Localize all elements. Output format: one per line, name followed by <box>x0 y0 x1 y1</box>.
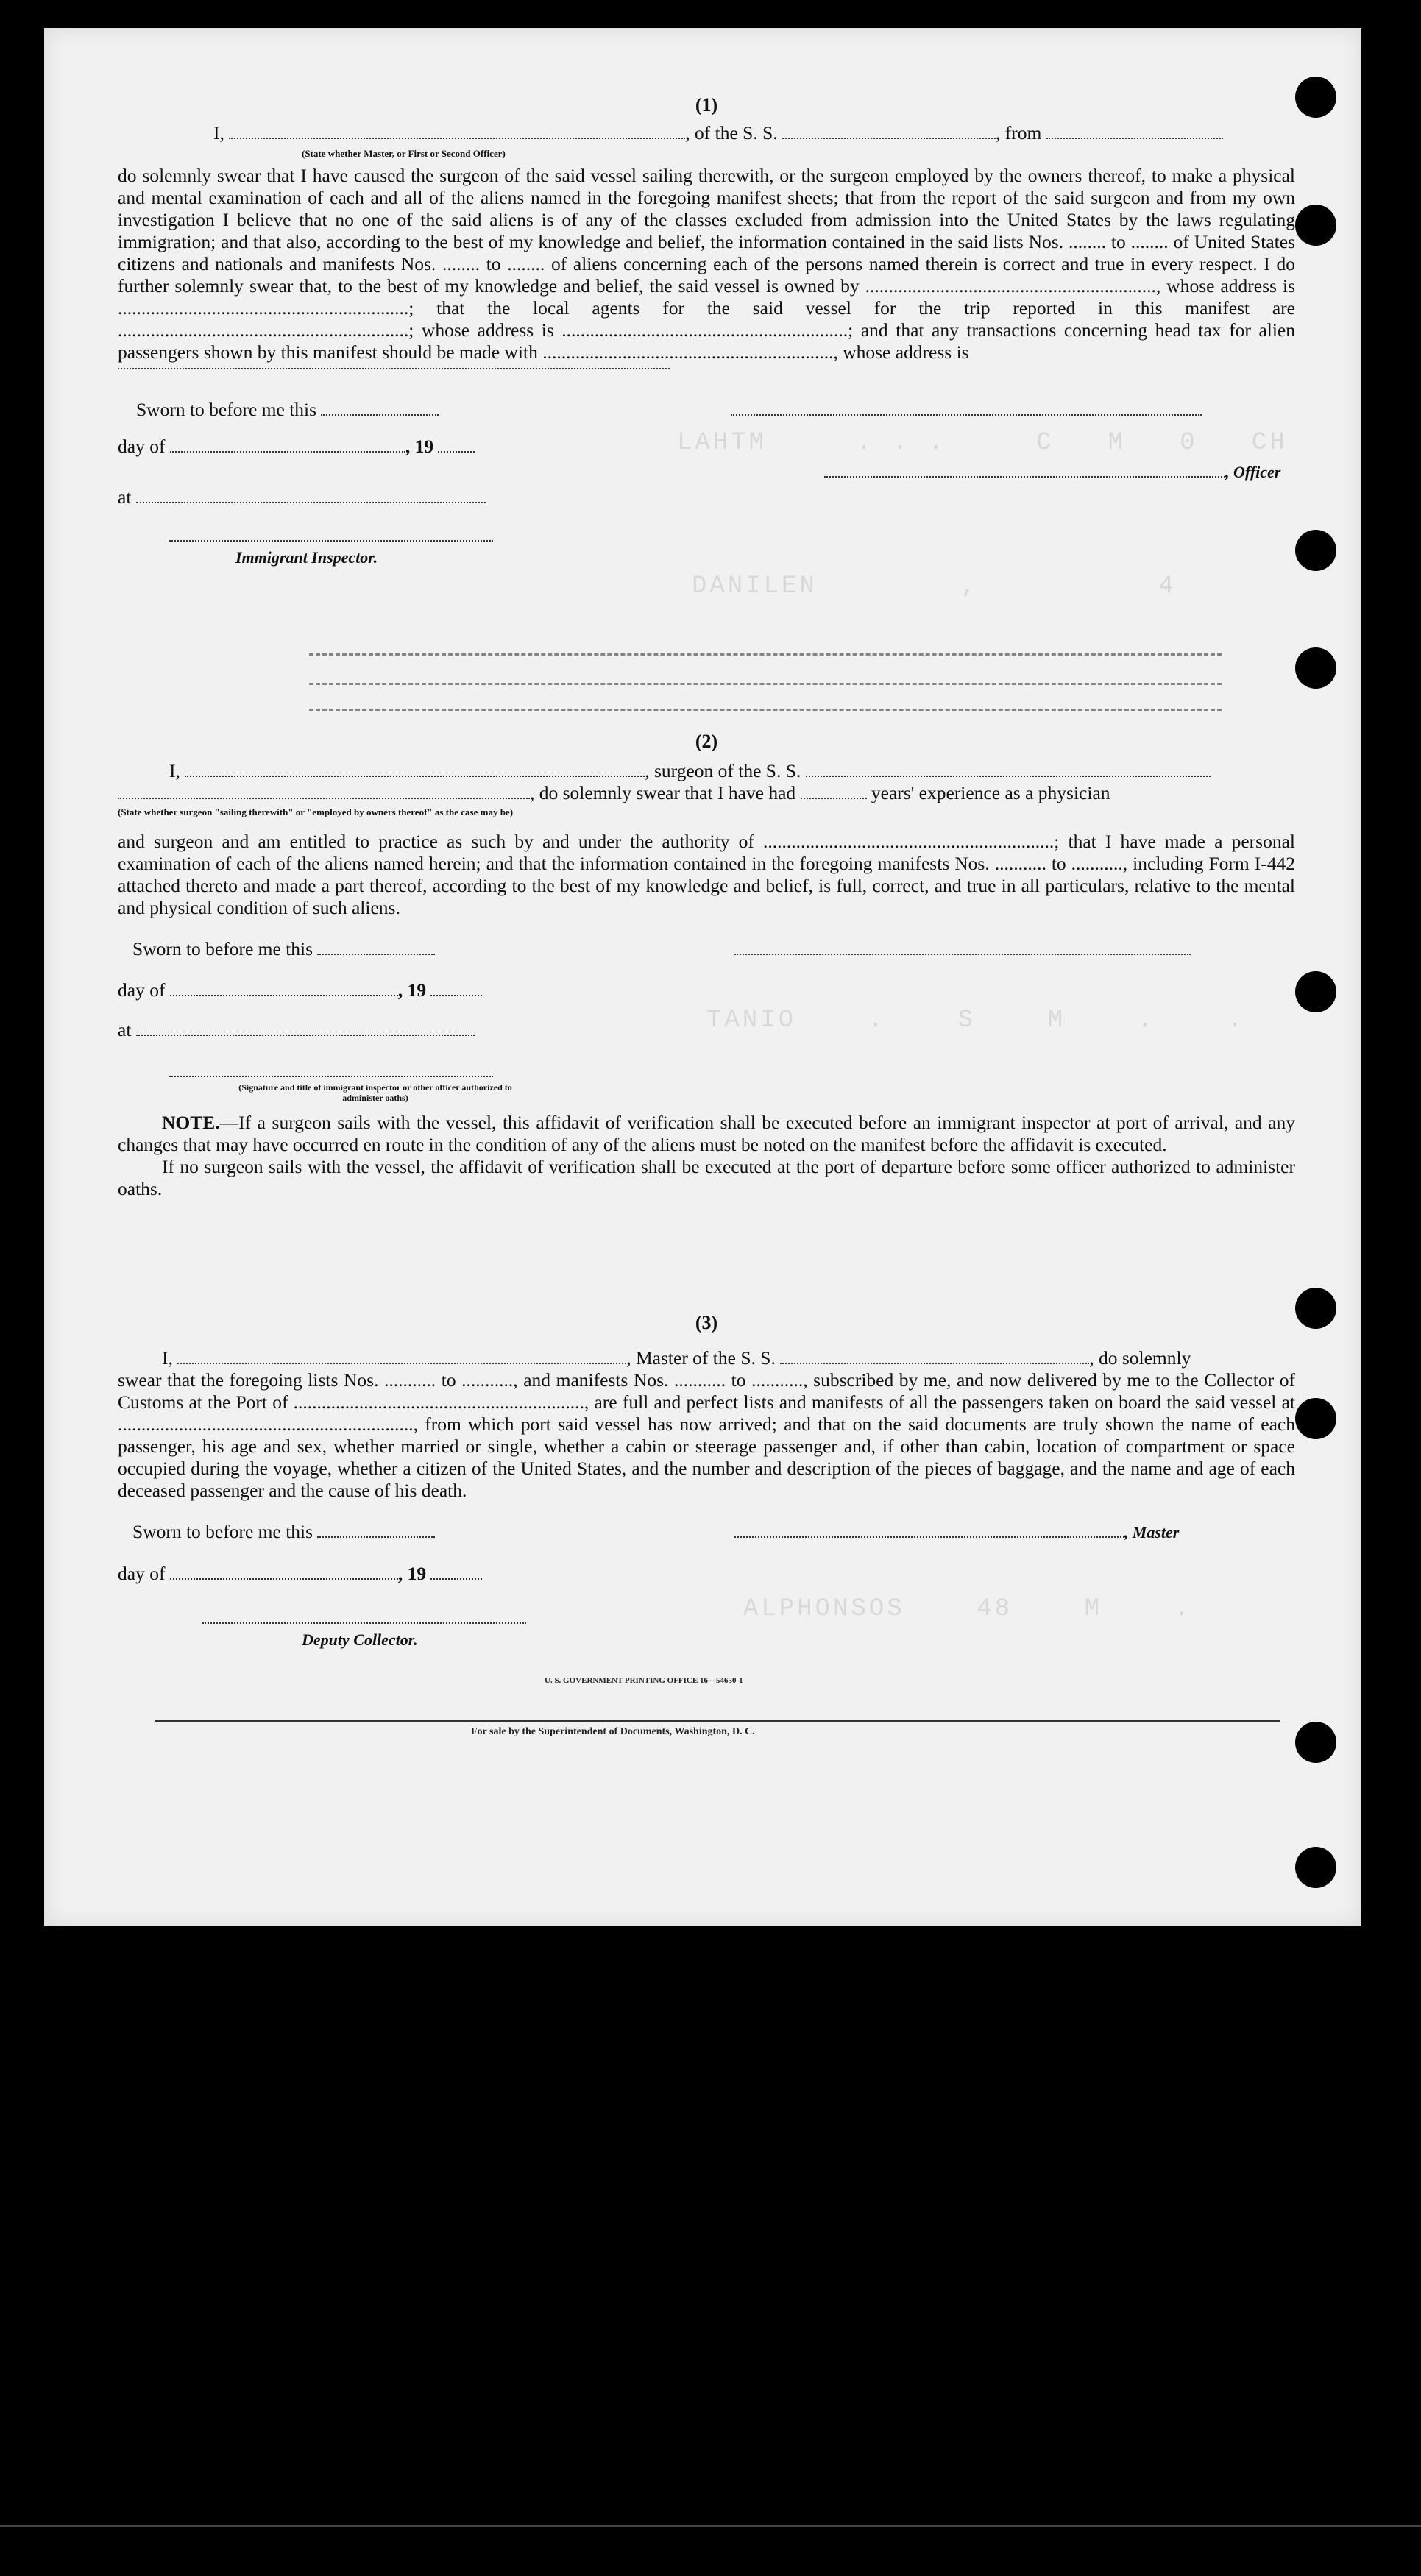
surgeon-vessel-field[interactable] <box>806 761 1211 777</box>
footer-rule <box>155 1720 1280 1722</box>
surgeon-name-field[interactable] <box>185 761 645 777</box>
bleed-through: LAHTM . . . C M 0 CH <box>677 429 1288 457</box>
sworn-line: Sworn to before me this <box>118 399 1295 421</box>
section-number: (2) <box>695 731 718 752</box>
signature-note: (Signature and title of immigrant inspector or other officer authorized to administer oaths) <box>238 1082 512 1103</box>
section-3 <box>118 1312 1295 1651</box>
day-of-field[interactable] <box>170 1564 398 1580</box>
section-number: (1) <box>695 94 718 116</box>
vessel-name-field[interactable] <box>782 123 996 139</box>
master-line: I, , of the S. S. , from <box>118 122 1295 144</box>
surgeon-note: (State whether surgeon "sailing therewith" or "employed by owners thereof" as the case may be) <box>118 806 514 817</box>
note-paragraph-2: If no surgeon sails with the vessel, the affidavit of verification shall be executed at the port of departure before some officer authorized to administer oaths. <box>118 1156 1295 1199</box>
vessel-name-field[interactable] <box>780 1348 1089 1364</box>
section-1-body: do solemnly swear that I have caused the surgeon of the said vessel sailing therewith, or the surgeon employed by the owners thereof, to make a physical and mental examination of each and all of the aliens named in the foregoing manifest sheets; that from the report of the said surgeon and from my own investigation I believe that no one of the said aliens is of any of the classes excluded from admission into the United States by the laws regulating immigration; and that also, according to the best of my knowledge and belief, the information contained in the said lists Nos. ........ to ........ of United States citizens and nationals and manifests Nos. ........ to ........ of aliens concerning each of the persons named therein is correct and true in every respect. I do further solemnly swear that, to the best of my knowledge and belief, the said vessel is owned by .............................................................., whose address is ..............................................................; that the local agents for the said vessel for the trip reported in this manifest are ..............................................................; whose address is .............................................................; and that any transactions concerning head tax for alien passengers shown by this manifest should be made with .............................................................., whose address is <box>118 165 1295 363</box>
sworn-day-field[interactable] <box>317 1522 435 1538</box>
scan-edge-rule <box>0 2525 1421 2527</box>
at-field[interactable] <box>136 1020 475 1036</box>
punch-hole <box>1295 1398 1336 1439</box>
at-line: at <box>118 1019 1295 1041</box>
struck-line <box>309 683 1222 685</box>
sworn-line: Sworn to before me this <box>118 938 1295 960</box>
punch-hole <box>1295 530 1336 571</box>
master-name-field[interactable] <box>177 1348 626 1364</box>
day-line: day of , 19 <box>118 436 1295 458</box>
master-note: (State whether Master, or First or Second Officer) <box>302 148 506 159</box>
section-2-body: and surgeon and am entitled to practice as such by and under the authority of ..............................................................; that I have made a personal examination of each of the aliens named herein; and that the information contained in the foregoing manifests Nos. ........... to ..........., including Form I-442 attached thereto and made a part thereof, according to the best of my knowledge and belief, is full, correct, and true in all particulars, relative to the mental and physical condition of such aliens. <box>118 831 1295 918</box>
section-1 <box>118 94 1295 569</box>
punch-hole <box>1295 205 1336 246</box>
struck-line <box>309 653 1222 656</box>
year-field[interactable] <box>430 1564 482 1580</box>
punch-hole <box>1295 77 1336 118</box>
punch-hole <box>1295 1288 1336 1329</box>
collector-line <box>118 1607 1295 1629</box>
day-of-field[interactable] <box>170 436 405 453</box>
surgeon-status-field[interactable] <box>118 783 530 799</box>
master-line: I, , Master of the S. S. , do solemnly <box>162 1347 1191 1369</box>
address-field[interactable] <box>118 368 670 369</box>
bleed-through: DANILEN , 4 <box>692 572 1177 600</box>
surgeon-signature-field[interactable] <box>734 939 1191 955</box>
officer-line: , Officer <box>118 461 1295 483</box>
section-2 <box>118 731 1295 1200</box>
sale-line: For sale by the Superintendent of Documents, Washington, D. C. <box>471 1726 755 1737</box>
note-paragraph: NOTE.—If a surgeon sails with the vessel, this affidavit of verification shall be executed before an immigrant inspector at port of arrival, and any changes that may have occurred en route in the condition of any of the aliens must be noted on the manifest before the affidavit is executed. <box>118 1112 1295 1155</box>
punch-hole <box>1295 647 1336 689</box>
document-sheet <box>44 28 1361 1926</box>
sworn-day-field[interactable] <box>317 939 435 955</box>
day-line: day of , 19 <box>118 979 1295 1001</box>
officer-field[interactable] <box>824 461 1225 478</box>
section-number: (3) <box>695 1312 718 1333</box>
collector-caption: Deputy Collector. <box>302 1631 418 1649</box>
punch-hole <box>1295 971 1336 1012</box>
sworn-day-field[interactable] <box>321 400 439 416</box>
year-field[interactable] <box>430 980 482 996</box>
day-of-field[interactable] <box>170 980 398 996</box>
official-signature-field[interactable] <box>169 1076 493 1077</box>
collector-signature-field[interactable] <box>202 1622 526 1624</box>
struck-line <box>309 709 1222 711</box>
signature-line <box>118 1060 1295 1082</box>
inspector-caption: Immigrant Inspector. <box>235 548 378 567</box>
years-field[interactable] <box>801 783 867 799</box>
years-line: , do solemnly swear that I have had years' experience as a physician <box>118 782 1295 804</box>
at-field[interactable] <box>136 487 486 503</box>
printer-line: U. S. GOVERNMENT PRINTING OFFICE 16—54650-1 <box>545 1676 743 1685</box>
year-field[interactable] <box>438 436 475 453</box>
punch-hole <box>1295 1847 1336 1888</box>
master-signature-field[interactable] <box>734 1522 1124 1538</box>
surgeon-line: I, , surgeon of the S. S. <box>118 760 1295 782</box>
from-port-field[interactable] <box>1046 123 1223 139</box>
inspector-signature-field[interactable] <box>169 540 493 542</box>
day-line: day of , 19 <box>118 1563 1295 1585</box>
at-line: at <box>118 486 1295 508</box>
section-3-body: swear that the foregoing lists Nos. ........... to ..........., and manifests Nos. ........... to ..........., subscribed by me, and now delivered by me to the Collector of Customs at the Port of .............................................................., are full and perfect lists and manifests of all the passengers taken on board the said vessel at ..............................................................., from which port said vessel has now arrived; and that on the said documents are truly shown the name of each passenger, his age and sex, whether married or single, whether a cabin or steerage passenger and, if other than cabin, location of compartment or space occupied during the voyage, whether a citizen of the United States, and the number and description of the pieces of baggage, and the name and age of each deceased passenger and the cause of his death. <box>118 1369 1295 1501</box>
master-name-field[interactable] <box>229 123 685 139</box>
officer-signature-field[interactable] <box>731 400 1202 416</box>
bleed-through: ALPHONSOS 48 M . <box>743 1595 1193 1623</box>
sworn-line: Sworn to before me this , Master <box>132 1521 1180 1542</box>
inspector-line <box>118 525 1295 547</box>
bleed-through: TANIO . S M . . <box>706 1007 1246 1035</box>
punch-hole <box>1295 1722 1336 1763</box>
